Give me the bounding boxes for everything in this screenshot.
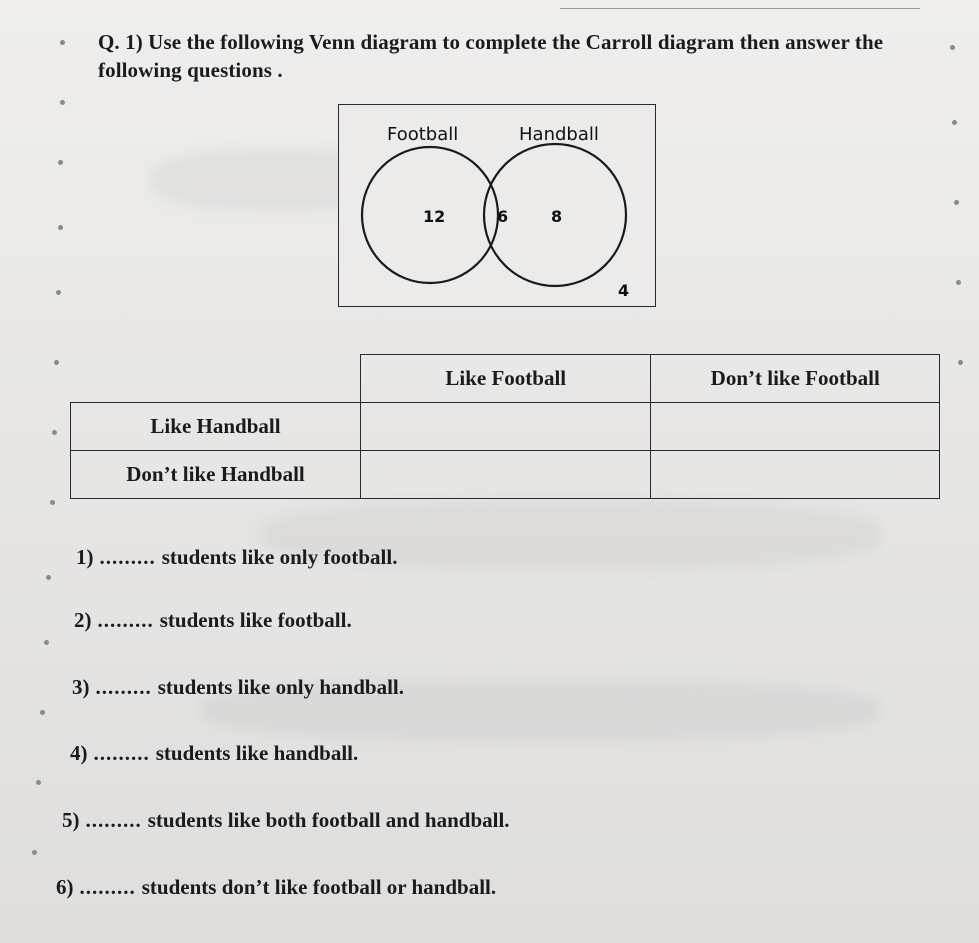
margin-dot — [40, 710, 45, 715]
answer-blank[interactable]: ......... — [93, 741, 150, 765]
margin-dot — [950, 45, 955, 50]
answer-blank[interactable]: ......... — [97, 608, 154, 632]
carroll-row-header-like-handball: Like Handball — [71, 403, 361, 451]
margin-dot — [36, 780, 41, 785]
carroll-row-header-dont-like-handball: Don’t like Handball — [71, 451, 361, 499]
margin-dot — [46, 575, 51, 580]
answer-blank[interactable]: ......... — [95, 675, 152, 699]
question-item-2 — [74, 608, 352, 633]
question-number: 6) — [56, 875, 74, 899]
carroll-cell[interactable] — [651, 403, 940, 451]
margin-dot — [54, 360, 59, 365]
question-number: 2) — [74, 608, 92, 632]
question-text: students don’t like football or handball. — [141, 875, 497, 899]
margin-dot — [60, 40, 65, 45]
venn-only-football: 12 — [423, 207, 446, 226]
question-number: 4) — [70, 741, 88, 765]
carroll-header-row — [71, 355, 940, 403]
question-item-4 — [70, 741, 358, 766]
margin-dot — [952, 120, 957, 125]
question-item-1 — [76, 545, 397, 570]
question-item-3 — [72, 675, 404, 700]
question-item-6 — [56, 875, 496, 900]
carroll-cell[interactable] — [361, 451, 651, 499]
question-text: students like only handball. — [157, 675, 405, 699]
margin-dot — [58, 160, 63, 165]
margin-dot — [56, 290, 61, 295]
margin-dot — [58, 225, 63, 230]
answer-blank[interactable]: ......... — [79, 875, 136, 899]
margin-dot — [954, 200, 959, 205]
carroll-diagram — [70, 354, 940, 499]
venn-label-football: Football — [387, 124, 459, 145]
venn-svg — [339, 105, 655, 306]
venn-diagram — [338, 104, 656, 307]
margin-dot — [52, 430, 57, 435]
answer-blank[interactable]: ......... — [99, 545, 156, 569]
margin-dot — [958, 360, 963, 365]
margin-dot — [956, 280, 961, 285]
question-text: students like both football and handball. — [147, 808, 510, 832]
question-title: Q. 1) Use the following Venn diagram to complete the Carroll diagram then answer the following questions . — [98, 30, 884, 82]
question-text: students like football. — [159, 608, 352, 632]
question-item-5 — [62, 808, 510, 833]
carroll-corner — [71, 355, 361, 403]
top-rule — [560, 8, 920, 9]
carroll-col-header-like-football: Like Football — [361, 355, 651, 403]
question-text: students like handball. — [155, 741, 359, 765]
venn-outside: 4 — [618, 281, 630, 300]
question-number: 1) — [76, 545, 94, 569]
carroll-row-like-handball — [71, 403, 940, 451]
margin-dot — [44, 640, 49, 645]
margin-dot — [60, 100, 65, 105]
question-number: 3) — [72, 675, 90, 699]
carroll-col-header-dont-like-football: Don’t like Football — [651, 355, 940, 403]
margin-dot — [32, 850, 37, 855]
question-text: students like only football. — [161, 545, 398, 569]
carroll-cell[interactable] — [361, 403, 651, 451]
carroll-row-dont-like-handball — [71, 451, 940, 499]
venn-both: 6 — [497, 207, 509, 226]
venn-label-handball: Handball — [519, 124, 599, 145]
margin-dot — [50, 500, 55, 505]
question-number: 5) — [62, 808, 80, 832]
answer-blank[interactable]: ......... — [85, 808, 142, 832]
carroll-cell[interactable] — [651, 451, 940, 499]
venn-only-handball: 8 — [551, 207, 563, 226]
